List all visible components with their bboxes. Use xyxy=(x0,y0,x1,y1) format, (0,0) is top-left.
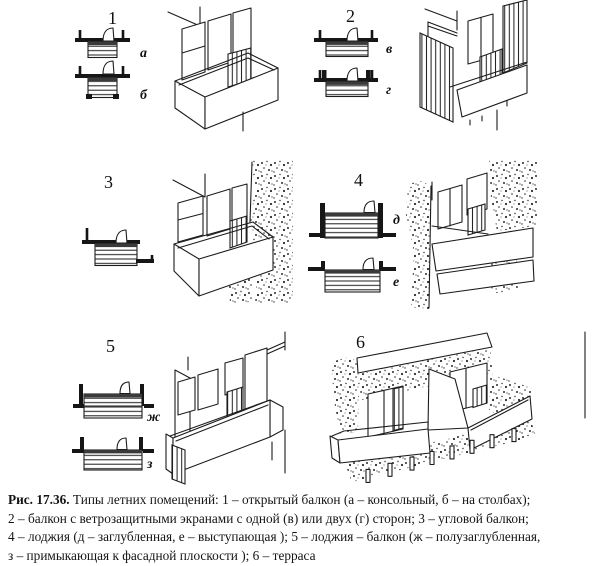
panel-1-open-balcony xyxy=(0,0,300,160)
door-swing-icon xyxy=(117,438,127,450)
axonometric-loggia xyxy=(406,160,537,309)
plan-label-z: з xyxy=(147,457,153,472)
figure-caption xyxy=(0,491,610,565)
stone-wall-texture xyxy=(406,181,431,309)
door-swing-icon xyxy=(116,230,127,243)
plan-a-console-balcony xyxy=(75,28,147,61)
door-swing-icon xyxy=(363,258,374,270)
door-swing-icon xyxy=(103,61,114,74)
plan-label-b: б xyxy=(140,88,147,103)
door-swing-icon xyxy=(347,28,358,41)
plan-z-adjoining-facade xyxy=(72,437,154,472)
panel-4-number: 4 xyxy=(354,170,363,190)
plan-label-v: в xyxy=(386,42,393,57)
axonometric-loggia-balcony xyxy=(166,332,285,484)
caption-line-3: 4 – лоджия (д – заглубленная, е – выступающая ); 5 – лоджия – балкон (ж – полузаглубленная, xyxy=(8,529,541,545)
caption-line-1 xyxy=(8,491,610,510)
caption-line-1-text: Типы летних помещений: 1 – открытый балкон (а – консольный, б – на столбах); xyxy=(72,492,531,507)
panel-3-number: 3 xyxy=(104,172,113,192)
loggia-railing-slats xyxy=(468,204,485,235)
plan-label-e: е xyxy=(393,275,400,290)
plan-label-zh: ж xyxy=(147,410,161,425)
plan-label-a: а xyxy=(140,46,147,61)
axonometric-open-balcony xyxy=(168,7,278,131)
panel-4-loggia xyxy=(300,160,610,330)
panel-6-terrace xyxy=(300,330,610,500)
plan-v-screen-one-side xyxy=(314,28,393,57)
door-swing-icon xyxy=(120,382,130,394)
plan-label-d: д xyxy=(393,213,400,228)
axonometric-windscreen-balcony xyxy=(420,0,527,130)
panel-6-number: 6 xyxy=(356,332,365,352)
terrace-railing-slats xyxy=(393,387,403,431)
plan-g-screens-two-sides xyxy=(314,68,391,98)
panel-1-number: 1 xyxy=(108,8,117,28)
plan-corner-balcony xyxy=(82,228,154,266)
wind-screen-left xyxy=(420,33,453,122)
panel-5-number: 5 xyxy=(106,336,115,356)
caption-line-4: з – примыкающая к фасадной плоскости ); 6 – терраса xyxy=(8,547,316,563)
plan-d-recessed-loggia xyxy=(309,201,400,238)
terrace-railing-slats xyxy=(473,385,487,408)
stone-wall-texture xyxy=(250,160,293,303)
axonometric-corner-balcony xyxy=(173,160,293,303)
figure-number-label: Рис. 17.36. xyxy=(8,492,70,507)
caption-line-2: 2 – балкон с ветрозащитными экранами с одной (в) или двух (г) сторон; 3 – угловой балкон; xyxy=(8,510,529,526)
panel-2-number: 2 xyxy=(346,6,355,26)
panel-3-corner-balcony xyxy=(0,160,300,330)
door-swing-icon xyxy=(364,201,375,213)
axonometric-terrace xyxy=(330,332,585,482)
door-swing-icon xyxy=(103,28,114,41)
panel-2-windscreen-balcony xyxy=(300,0,610,160)
plan-zh-semi-recessed xyxy=(73,382,161,425)
panel-5-loggia-balcony xyxy=(0,330,300,492)
support-pier-slats xyxy=(172,445,185,484)
plan-e-projecting-loggia xyxy=(308,258,399,292)
door-swing-icon xyxy=(347,68,358,81)
plan-label-g: г xyxy=(386,83,392,98)
plan-b-balcony-on-posts xyxy=(75,61,148,103)
wind-screen-back xyxy=(503,0,527,73)
stone-wall-texture xyxy=(331,357,360,434)
